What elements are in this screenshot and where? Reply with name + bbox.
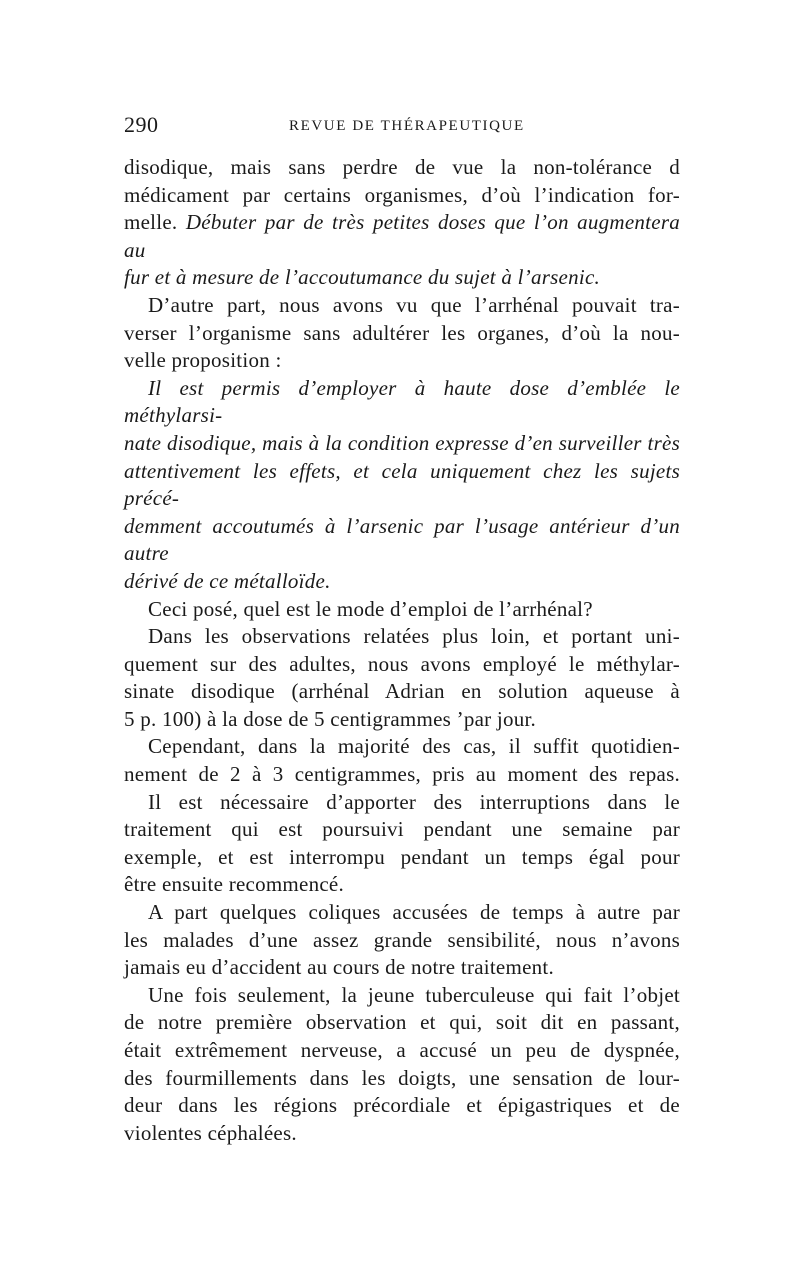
italic-text-line: Il est permis d’employer à haute dose d’emblée le méthylarsi- [124, 375, 680, 428]
text-line: les malades d’une assez grande sensibilité, nous n’avons [124, 927, 680, 952]
text-line: A part quelques coliques accusées de temps à autre par [148, 900, 680, 925]
running-title: REVUE DE THÉRAPEUTIQUE [289, 118, 525, 134]
italic-text-span: Débuter par de très petites doses que l’on augmentera au [124, 210, 680, 262]
text-line: disodique, mais sans perdre de vue la non-tolérance d [124, 155, 680, 179]
text-line: Il est nécessaire d’apporter des interruptions dans le [148, 789, 680, 814]
text-line: être ensuite recommencé. [124, 872, 344, 897]
page-number: 290 [124, 112, 159, 137]
text-line: médicament par certains organismes, d’où l’indication for- [124, 182, 680, 207]
text-line [124, 209, 680, 264]
text-line: sinate disodique (arrhénal Adrian en solution aqueuse à [124, 679, 680, 704]
page-header [124, 112, 680, 142]
text-line: était extrêmement nerveuse, a accusé un peu de dyspnée, [124, 1038, 680, 1062]
italic-text-line: demment accoutumés à l’arsenic par l’usage antérieur d’un autre [124, 513, 680, 566]
text-line: velle proposition : [124, 348, 282, 373]
italic-text-line: dérivé de ce métalloïde. [124, 568, 331, 593]
text-line: Dans les observations relatées plus loin, et portant uni- [148, 624, 680, 649]
text-line: des fourmillements dans les doigts, une sensation de lour- [124, 1065, 680, 1090]
text-line: violentes céphalées. [124, 1120, 297, 1145]
italic-text-line: fur et à mesure de l’accoutumance du sujet à l’arsenic. [124, 265, 601, 290]
text-line: nement de 2 à 3 centigrammes, pris au moment des repas. [124, 762, 680, 787]
body-text [124, 154, 680, 1147]
text-line: 5 p. 100) à la dose de 5 centigrammes ’par jour. [124, 706, 537, 731]
text-line: Cependant, dans la majorité des cas, il suffit quotidien- [148, 734, 680, 759]
italic-text-line: attentivement les effets, et cela uniquement chez les sujets précé- [124, 458, 680, 511]
text-span: melle. [124, 210, 186, 235]
text-line: Ceci posé, quel est le mode d’emploi de l’arrhénal? [148, 596, 593, 621]
text-line: deur dans les régions précordiale et épigastriques et de [124, 1093, 680, 1118]
text-line: verser l’organisme sans adultérer les organes, d’où la nou- [124, 320, 680, 345]
text-line: de notre première observation et qui, soit dit en passant, [124, 1010, 680, 1035]
text-line: D’autre part, nous avons vu que l’arrhénal pouvait tra- [148, 292, 680, 317]
text-line: jamais eu d’accident au cours de notre traitement. [124, 955, 554, 980]
text-line: quement sur des adultes, nous avons employé le méthylar- [124, 651, 680, 676]
italic-text-line: nate disodique, mais à la condition expresse d’en surveiller très [124, 430, 680, 455]
text-line: exemple, et est interrompu pendant un temps égal pour [124, 844, 680, 869]
text-line: Une fois seulement, la jeune tuberculeuse qui fait l’objet [148, 982, 680, 1007]
text-line: traitement qui est poursuivi pendant une semaine par [124, 817, 680, 842]
